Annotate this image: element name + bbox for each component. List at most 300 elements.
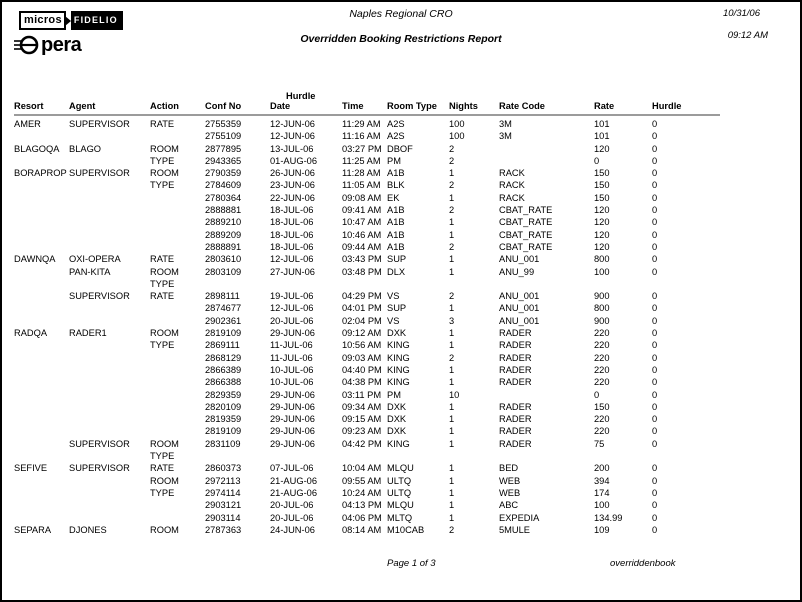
booking-cell: 2866389 bbox=[205, 364, 242, 375]
booking-cell: 2972113 bbox=[205, 475, 241, 486]
booking-row bbox=[14, 364, 720, 376]
booking-cell: MLQU bbox=[387, 500, 414, 511]
booking-cell: SUPERVISOR bbox=[69, 463, 130, 474]
booking-cell bbox=[150, 376, 205, 388]
booking-cell: 2819359 bbox=[205, 414, 242, 425]
booking-cell: SUPERVISOR bbox=[69, 438, 130, 449]
booking-cell: 2790359 bbox=[205, 168, 242, 179]
booking-cell bbox=[14, 425, 69, 437]
booking-cell: ANU_001 bbox=[499, 291, 540, 302]
booking-cell: RACK bbox=[499, 192, 525, 203]
booking-cell: 12-JUN-06 bbox=[270, 131, 315, 142]
booking-cell bbox=[14, 413, 69, 425]
booking-cell bbox=[14, 192, 69, 204]
booking-cell bbox=[14, 364, 69, 376]
booking-cell: 220 bbox=[594, 414, 610, 425]
booking-cell: 150 bbox=[594, 401, 610, 412]
booking-cell bbox=[14, 315, 69, 327]
booking-cell bbox=[69, 241, 150, 253]
booking-row bbox=[14, 389, 720, 401]
booking-cell: 1 bbox=[449, 303, 455, 314]
booking-cell: 134.99 bbox=[594, 512, 623, 523]
booking-cell: TYPE bbox=[150, 451, 175, 462]
booking-cell: ROOM bbox=[150, 438, 179, 449]
booking-row bbox=[14, 229, 720, 241]
booking-cell: RATE bbox=[150, 254, 175, 265]
booking-cell: DXK bbox=[387, 414, 407, 425]
booking-cell: 100 bbox=[449, 131, 465, 142]
booking-cell: 0 bbox=[652, 119, 658, 129]
booking-cell: 1 bbox=[449, 438, 455, 449]
micros-logo-text: micros bbox=[19, 11, 66, 30]
booking-cell bbox=[69, 376, 150, 388]
booking-cell: SUPERVISOR bbox=[69, 168, 130, 179]
booking-cell: 120 bbox=[594, 241, 610, 252]
booking-row bbox=[14, 413, 720, 425]
booking-cell: RATE bbox=[150, 463, 175, 474]
booking-row bbox=[14, 352, 720, 364]
booking-cell bbox=[69, 487, 150, 499]
booking-cell: 11:25 AM bbox=[342, 155, 381, 166]
booking-cell: 1 bbox=[449, 487, 455, 498]
table-body bbox=[14, 115, 720, 536]
booking-cell: 900 bbox=[594, 315, 610, 326]
booking-cell: 09:41 AM bbox=[342, 205, 382, 216]
booking-cell: MLTQ bbox=[387, 512, 413, 523]
booking-cell: 0 bbox=[652, 192, 658, 203]
booking-row bbox=[14, 401, 720, 413]
booking-cell: ROOM bbox=[150, 168, 179, 179]
booking-cell: ROOM bbox=[150, 524, 179, 535]
booking-cell bbox=[14, 241, 69, 253]
booking-cell: 11-JUL-06 bbox=[270, 340, 313, 351]
booking-cell: KING bbox=[387, 377, 410, 388]
booking-cell: KING bbox=[387, 352, 410, 363]
booking-cell bbox=[150, 401, 205, 413]
booking-cell: 220 bbox=[594, 377, 610, 388]
page-title: Overridden Booking Restrictions Report bbox=[300, 33, 502, 45]
booking-cell: 1 bbox=[449, 512, 455, 523]
booking-cell: 2943365 bbox=[205, 155, 242, 166]
booking-cell: 2889209 bbox=[205, 229, 242, 240]
column-header-agent: Agent bbox=[69, 91, 150, 115]
booking-cell bbox=[499, 143, 594, 155]
booking-cell: 20-JUL-06 bbox=[270, 500, 314, 511]
booking-cell: 200 bbox=[594, 463, 610, 474]
booking-cell: 2820109 bbox=[205, 401, 242, 412]
booking-cell: 174 bbox=[594, 487, 610, 498]
booking-cell bbox=[150, 389, 205, 401]
booking-cell bbox=[150, 315, 205, 327]
booking-cell bbox=[69, 155, 150, 167]
booking-cell: 27-JUN-06 bbox=[270, 266, 315, 277]
booking-row bbox=[14, 327, 720, 339]
booking-cell: 29-JUN-06 bbox=[270, 414, 315, 425]
booking-cell: 3M bbox=[499, 119, 512, 129]
booking-cell: 09:03 AM bbox=[342, 352, 382, 363]
booking-cell: SUP bbox=[387, 303, 407, 314]
booking-cell: 1 bbox=[449, 328, 455, 339]
booking-cell: 10:04 AM bbox=[342, 463, 382, 474]
booking-cell: 0 bbox=[652, 401, 658, 412]
booking-cell: 09:23 AM bbox=[342, 426, 382, 437]
booking-cell: 21-AUG-06 bbox=[270, 475, 318, 486]
booking-cell: ANU_001 bbox=[499, 315, 540, 326]
booking-cell: 0 bbox=[652, 328, 658, 339]
booking-cell: 2755109 bbox=[205, 131, 242, 142]
booking-cell: RADER bbox=[499, 414, 532, 425]
booking-cell: 1 bbox=[449, 364, 455, 375]
booking-cell: 09:44 AM bbox=[342, 241, 382, 252]
booking-cell: 100 bbox=[594, 266, 610, 277]
booking-cell: 120 bbox=[594, 205, 610, 216]
booking-cell: A1B bbox=[387, 229, 405, 240]
booking-cell: CBAT_RATE bbox=[499, 229, 553, 240]
booking-cell: BED bbox=[499, 463, 519, 474]
booking-cell: RADER1 bbox=[69, 328, 107, 339]
booking-cell bbox=[14, 499, 69, 511]
booking-cell: 09:08 AM bbox=[342, 192, 382, 203]
booking-cell bbox=[150, 204, 205, 216]
booking-cell bbox=[342, 278, 387, 290]
booking-row bbox=[14, 524, 720, 536]
booking-cell: 0 bbox=[652, 500, 658, 511]
booking-cell: 1 bbox=[449, 217, 455, 228]
booking-cell: 2 bbox=[449, 352, 455, 363]
fidelio-logo-text: FIDELIO bbox=[71, 11, 123, 30]
booking-cell: 0 bbox=[652, 364, 658, 375]
booking-row bbox=[14, 450, 720, 462]
booking-cell: 18-JUL-06 bbox=[270, 205, 314, 216]
booking-row bbox=[14, 179, 720, 191]
booking-cell bbox=[387, 278, 449, 290]
booking-cell: 2819109 bbox=[205, 426, 242, 437]
booking-row bbox=[14, 204, 720, 216]
booking-cell: ULTQ bbox=[387, 487, 412, 498]
booking-cell: 11:05 AM bbox=[342, 180, 381, 191]
booking-cell: 800 bbox=[594, 303, 610, 314]
booking-row bbox=[14, 302, 720, 314]
booking-cell: 1 bbox=[449, 377, 455, 388]
page-indicator: Page 1 of 3 bbox=[387, 558, 436, 569]
booking-cell: 04:38 PM bbox=[342, 377, 382, 388]
booking-cell: 18-JUL-06 bbox=[270, 229, 314, 240]
booking-cell bbox=[449, 450, 499, 462]
booking-cell: 0 bbox=[652, 241, 658, 252]
booking-cell: 0 bbox=[652, 254, 658, 265]
booking-cell: 29-JUN-06 bbox=[270, 401, 315, 412]
booking-row bbox=[14, 512, 720, 524]
booking-cell: 3 bbox=[449, 315, 455, 326]
booking-cell: 0 bbox=[652, 414, 658, 425]
booking-cell: 26-JUN-06 bbox=[270, 168, 315, 179]
booking-row bbox=[14, 339, 720, 351]
table-header bbox=[14, 91, 720, 115]
booking-cell: TYPE bbox=[150, 278, 175, 289]
booking-cell: 2 bbox=[449, 291, 455, 302]
booking-cell: SUP bbox=[387, 254, 407, 265]
booking-cell bbox=[69, 130, 150, 142]
booking-cell bbox=[69, 413, 150, 425]
booking-cell: 2888891 bbox=[205, 241, 242, 252]
booking-cell: 0 bbox=[594, 389, 600, 400]
booking-cell: 08:14 AM bbox=[342, 524, 382, 535]
booking-cell: A1B bbox=[387, 241, 405, 252]
booking-cell: 20-JUL-06 bbox=[270, 315, 314, 326]
booking-cell: 2 bbox=[449, 524, 455, 535]
booking-cell: A1B bbox=[387, 205, 405, 216]
booking-cell bbox=[14, 290, 69, 302]
booking-cell: 0 bbox=[652, 217, 658, 228]
booking-cell: 2 bbox=[449, 241, 455, 252]
booking-row bbox=[14, 425, 720, 437]
booking-cell bbox=[14, 475, 69, 487]
booking-cell: 04:42 PM bbox=[342, 438, 382, 449]
booking-cell: 2784609 bbox=[205, 180, 242, 191]
booking-cell: 101 bbox=[594, 119, 610, 129]
booking-cell: ROOM bbox=[150, 475, 179, 486]
booking-cell: 19-JUL-06 bbox=[270, 291, 314, 302]
booking-cell: 04:13 PM bbox=[342, 500, 382, 511]
booking-row bbox=[14, 278, 720, 290]
booking-row bbox=[14, 376, 720, 388]
booking-cell: 20-JUL-06 bbox=[270, 512, 314, 523]
booking-cell: AMER bbox=[14, 119, 41, 129]
booking-cell bbox=[14, 179, 69, 191]
booking-cell: 100 bbox=[449, 119, 465, 129]
booking-cell: 18-JUL-06 bbox=[270, 217, 314, 228]
booking-cell: 0 bbox=[652, 229, 658, 240]
booking-cell bbox=[14, 401, 69, 413]
booking-cell: RADER bbox=[499, 401, 532, 412]
booking-cell: 0 bbox=[652, 426, 658, 437]
column-header-rate-code: Rate Code bbox=[499, 91, 594, 115]
column-header-nights: Nights bbox=[449, 91, 499, 115]
booking-row bbox=[14, 290, 720, 302]
booking-cell bbox=[205, 450, 270, 462]
booking-cell: 0 bbox=[652, 168, 658, 179]
booking-cell bbox=[14, 487, 69, 499]
booking-cell: EK bbox=[387, 192, 400, 203]
booking-cell: 150 bbox=[594, 168, 610, 179]
booking-cell bbox=[342, 450, 387, 462]
booking-cell bbox=[14, 352, 69, 364]
booking-cell: 100 bbox=[594, 500, 610, 511]
booking-cell: 1 bbox=[449, 266, 455, 277]
booking-cell: EXPEDIA bbox=[499, 512, 540, 523]
booking-cell: 0 bbox=[594, 155, 600, 166]
booking-cell bbox=[594, 450, 652, 462]
booking-cell bbox=[205, 278, 270, 290]
booking-cell: 220 bbox=[594, 364, 610, 375]
booking-cell: VS bbox=[387, 315, 400, 326]
booking-cell: 09:15 AM bbox=[342, 414, 382, 425]
booking-cell: 03:27 PM bbox=[342, 143, 382, 154]
booking-cell bbox=[14, 204, 69, 216]
booking-cell: M10CAB bbox=[387, 524, 425, 535]
booking-cell: 2787363 bbox=[205, 524, 242, 535]
booking-cell: SUPERVISOR bbox=[69, 291, 130, 302]
booking-cell: 2902361 bbox=[205, 315, 242, 326]
booking-cell bbox=[69, 204, 150, 216]
booking-row bbox=[14, 192, 720, 204]
booking-cell: VS bbox=[387, 291, 400, 302]
booking-cell: TYPE bbox=[150, 155, 175, 166]
booking-cell bbox=[499, 278, 594, 290]
booking-row bbox=[14, 475, 720, 487]
booking-cell: 21-AUG-06 bbox=[270, 487, 318, 498]
booking-cell: 0 bbox=[652, 512, 658, 523]
report-date: 10/31/06 bbox=[723, 8, 760, 19]
booking-cell: 29-JUN-06 bbox=[270, 328, 315, 339]
booking-row bbox=[14, 115, 720, 130]
booking-cell: 120 bbox=[594, 229, 610, 240]
booking-cell: SEFIVE bbox=[14, 463, 48, 474]
booking-cell: 3M bbox=[499, 131, 512, 142]
booking-cell: 18-JUL-06 bbox=[270, 241, 314, 252]
booking-cell bbox=[14, 130, 69, 142]
opera-logo-text: pera bbox=[41, 33, 82, 56]
booking-cell: 0 bbox=[652, 438, 658, 449]
booking-cell: BLAGO bbox=[69, 143, 102, 154]
booking-cell bbox=[69, 192, 150, 204]
booking-cell: 04:29 PM bbox=[342, 291, 382, 302]
booking-row bbox=[14, 499, 720, 511]
booking-row bbox=[14, 487, 720, 499]
booking-cell bbox=[14, 229, 69, 241]
booking-cell: DLX bbox=[387, 266, 406, 277]
booking-cell: 03:48 PM bbox=[342, 266, 382, 277]
booking-cell bbox=[69, 512, 150, 524]
booking-cell bbox=[14, 339, 69, 351]
booking-cell: 0 bbox=[652, 303, 658, 314]
booking-cell: WEB bbox=[499, 475, 521, 486]
booking-cell: ANU_001 bbox=[499, 254, 540, 265]
booking-cell bbox=[270, 450, 342, 462]
booking-cell: 0 bbox=[652, 155, 658, 166]
booking-row bbox=[14, 253, 720, 265]
booking-cell bbox=[652, 278, 720, 290]
booking-cell: 2829359 bbox=[205, 389, 242, 400]
booking-cell: 2898111 bbox=[205, 291, 240, 302]
booking-cell: 0 bbox=[652, 315, 658, 326]
booking-cell: 2819109 bbox=[205, 328, 242, 339]
booking-cell bbox=[14, 376, 69, 388]
booking-cell: 2974114 bbox=[205, 487, 241, 498]
column-header-action: Action bbox=[150, 91, 205, 115]
booking-cell: 29-JUN-06 bbox=[270, 426, 315, 437]
booking-cell: 0 bbox=[652, 180, 658, 191]
booking-cell: DXK bbox=[387, 328, 407, 339]
booking-cell: 11:16 AM bbox=[342, 131, 381, 142]
booking-cell: 1 bbox=[449, 463, 455, 474]
booking-cell: TYPE bbox=[150, 487, 175, 498]
booking-cell: 11-JUL-06 bbox=[270, 352, 313, 363]
bookings-table bbox=[14, 91, 720, 536]
column-header-hurdle: Hurdle bbox=[652, 91, 720, 115]
booking-cell: RADER bbox=[499, 364, 532, 375]
booking-cell: ROOM bbox=[150, 266, 179, 277]
booking-cell: 2868129 bbox=[205, 352, 242, 363]
booking-cell bbox=[150, 413, 205, 425]
organization-title: Naples Regional CRO bbox=[349, 8, 453, 20]
booking-cell: SUPERVISOR bbox=[69, 119, 130, 129]
booking-cell: 10:56 AM bbox=[342, 340, 382, 351]
booking-row bbox=[14, 155, 720, 167]
booking-cell: 04:40 PM bbox=[342, 364, 382, 375]
booking-cell: 1 bbox=[449, 414, 455, 425]
booking-cell bbox=[150, 352, 205, 364]
booking-cell: 2889210 bbox=[205, 217, 242, 228]
booking-cell: 0 bbox=[652, 143, 658, 154]
booking-cell bbox=[14, 216, 69, 228]
booking-cell: 07-JUL-06 bbox=[270, 463, 314, 474]
booking-cell: OXI-OPERA bbox=[69, 254, 121, 265]
booking-cell: 09:34 AM bbox=[342, 401, 382, 412]
booking-cell bbox=[69, 425, 150, 437]
booking-cell bbox=[150, 364, 205, 376]
booking-cell: 11:28 AM bbox=[342, 168, 381, 179]
booking-cell: DJONES bbox=[69, 524, 107, 535]
booking-cell: 11:29 AM bbox=[342, 119, 381, 129]
column-header-conf-no: Conf No bbox=[205, 91, 270, 115]
booking-cell: 2869111 bbox=[205, 340, 240, 351]
booking-cell: 24-JUN-06 bbox=[270, 524, 315, 535]
booking-cell bbox=[150, 241, 205, 253]
booking-row bbox=[14, 241, 720, 253]
booking-cell: 2874677 bbox=[205, 303, 242, 314]
booking-cell bbox=[150, 512, 205, 524]
booking-cell: 0 bbox=[652, 291, 658, 302]
booking-cell: 2860373 bbox=[205, 463, 242, 474]
booking-cell: WEB bbox=[499, 487, 521, 498]
booking-cell: 23-JUN-06 bbox=[270, 180, 315, 191]
booking-cell: 5MULE bbox=[499, 524, 531, 535]
table-header-row bbox=[14, 91, 720, 115]
booking-cell bbox=[150, 499, 205, 511]
booking-cell: A1B bbox=[387, 168, 405, 179]
booking-cell: RACK bbox=[499, 168, 525, 179]
booking-cell: CBAT_RATE bbox=[499, 205, 553, 216]
booking-cell: 1 bbox=[449, 192, 455, 203]
booking-cell: 120 bbox=[594, 217, 610, 228]
booking-cell: 04:06 PM bbox=[342, 512, 382, 523]
booking-cell: 09:12 AM bbox=[342, 328, 382, 339]
booking-row bbox=[14, 130, 720, 142]
booking-cell: 220 bbox=[594, 352, 610, 363]
booking-cell bbox=[150, 192, 205, 204]
booking-cell bbox=[69, 339, 150, 351]
booking-cell: ROOM bbox=[150, 328, 179, 339]
booking-row bbox=[14, 315, 720, 327]
booking-cell bbox=[69, 302, 150, 314]
booking-cell: 2 bbox=[449, 143, 455, 154]
booking-cell: 1 bbox=[449, 229, 455, 240]
booking-cell bbox=[14, 278, 69, 290]
booking-cell bbox=[594, 278, 652, 290]
booking-cell: DXK bbox=[387, 401, 407, 412]
booking-cell: 2803610 bbox=[205, 254, 242, 265]
booking-cell: 2 bbox=[449, 180, 455, 191]
booking-cell: TYPE bbox=[150, 180, 175, 191]
booking-cell: KING bbox=[387, 340, 410, 351]
booking-cell: 2903114 bbox=[205, 512, 241, 523]
booking-cell: BORAPROP bbox=[14, 168, 67, 179]
booking-cell: BLAGOQA bbox=[14, 143, 60, 154]
booking-cell: 10:24 AM bbox=[342, 487, 382, 498]
booking-cell bbox=[69, 352, 150, 364]
booking-cell: RADER bbox=[499, 352, 532, 363]
